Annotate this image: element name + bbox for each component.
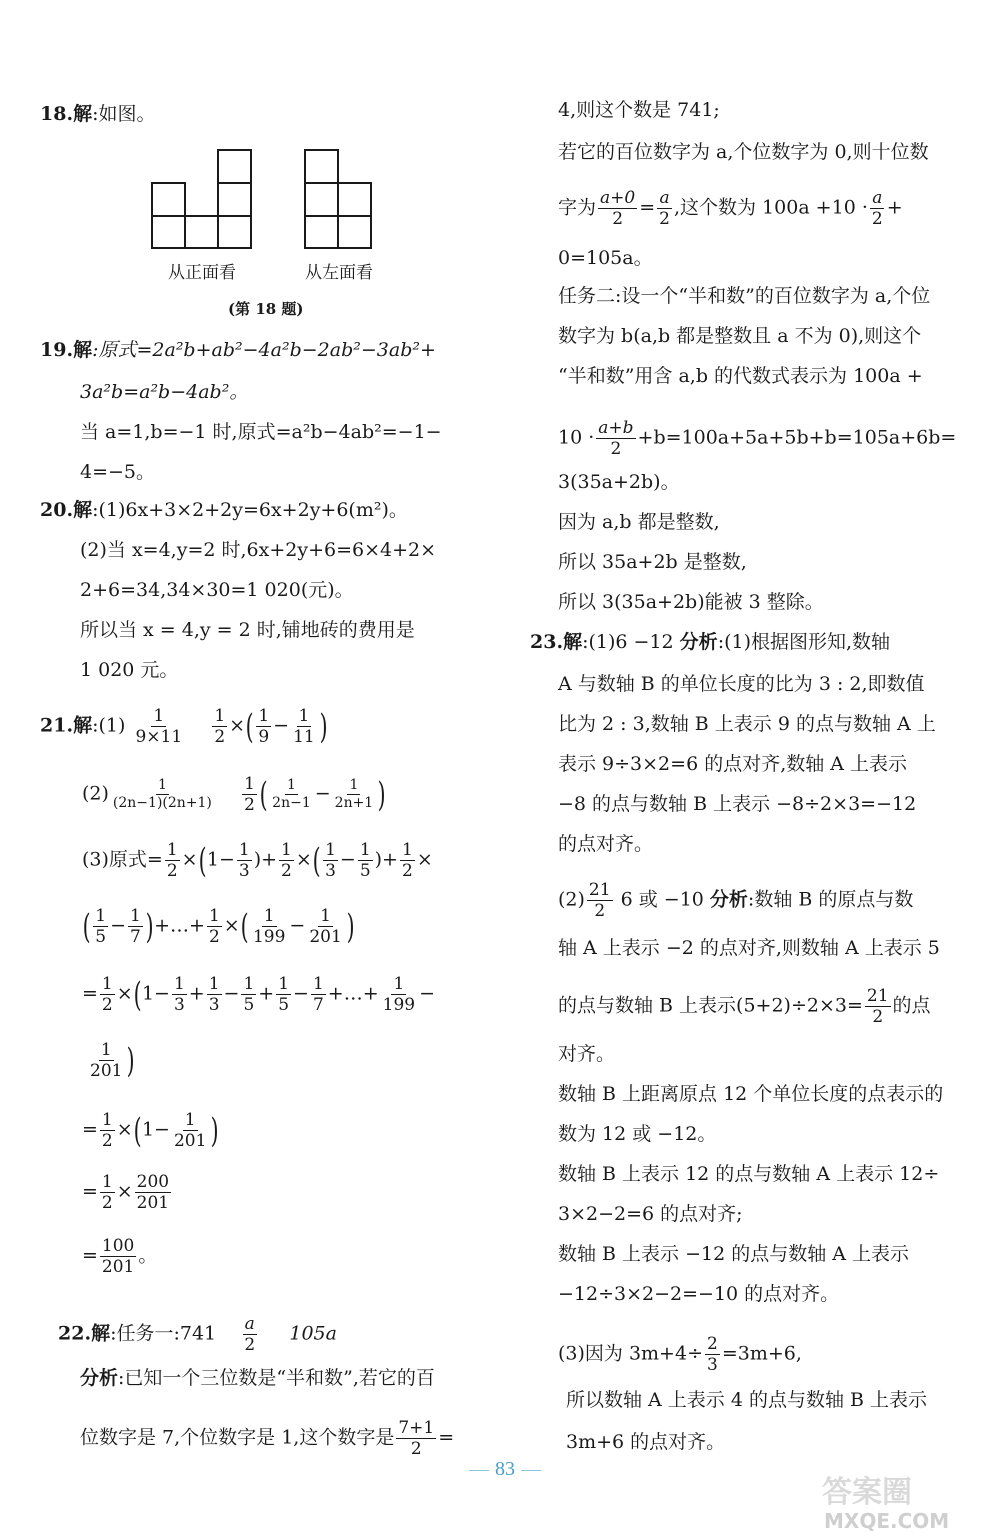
fraction [100, 1172, 115, 1213]
q21-part3-line7 [82, 1236, 157, 1277]
q23-p2-text: :数轴 B 的原点与数 [747, 888, 914, 911]
equals-sign: = [82, 1180, 98, 1203]
watermark-top: 答案圈 [822, 1475, 912, 1510]
q21-p3-label: (3)原式= [82, 848, 163, 871]
minus-sign: − [110, 914, 127, 937]
q23-line1 [530, 630, 890, 654]
paren-plus: )+ [253, 848, 278, 871]
q21-part3-line2: ( $\frac{1}{5}$ − $\frac{1}{7}$ )+…+ $\frac{1}{2}$ ×( $\frac{1}{199}$ − $\frac{1}{201}$ ) [82, 906, 355, 947]
left-cell [305, 183, 338, 216]
frac-num: 1 [238, 840, 250, 860]
frac-num: 1 [243, 974, 255, 994]
q22-line3-text: 位数字是 7,个位数字是 1,这个数字是 [80, 1426, 395, 1449]
frac-num: 1 [286, 777, 296, 793]
fraction [111, 777, 214, 812]
front-cell [152, 183, 185, 216]
frac-den: 2 [594, 901, 606, 921]
frac-num: 1 [157, 777, 167, 793]
fraction [93, 906, 108, 947]
times-sign: × [295, 848, 312, 871]
q23-line13: 数轴 B 上表示 12 的点与数轴 A 上表示 12÷ [558, 1163, 940, 1185]
frac-num: 1 [95, 906, 107, 926]
page-dash-left [469, 1470, 489, 1471]
q23-p3-text: (3)因为 3m+4÷ [558, 1342, 703, 1365]
fraction [705, 1334, 720, 1375]
q23-line9-text: 的点与数轴 B 上表示(5+2)÷2×3= [558, 994, 863, 1017]
left-cell [305, 216, 338, 248]
figure-caption: (第 18 题) [228, 300, 304, 318]
q23-answer1: :(1)6 −12 [582, 631, 680, 653]
one-minus: 1− [206, 848, 235, 871]
q20-line1 [40, 498, 408, 522]
minus-sign: − [223, 982, 240, 1005]
q18-views-figure [150, 148, 380, 250]
frac-num: 1 [263, 906, 275, 926]
fraction [311, 974, 326, 1015]
fraction [291, 706, 317, 747]
fraction [135, 1172, 171, 1213]
frac-den: 2 [244, 1335, 256, 1355]
q23-number: 23. [530, 631, 564, 653]
frac-den: 2 [659, 209, 670, 229]
times-sign: × [229, 714, 246, 737]
q22-jie: 解 [91, 1322, 111, 1345]
q21-part2: (2) $\frac{1}{(2n-1)(2n+1)}$ $\frac{1}{2}$ ( $\frac{1}{2n-1}$ − $\frac{1}{2n+1}$ ) [82, 774, 386, 815]
q21-part3-line1: (3)原式= $\frac{1}{2}$ ×(1− $\frac{1}{3}$ )+ $\frac{1}{2}$ ×( $\frac{1}{3}$ − $\frac{1}{5}$ )+ $\frac{1}{2}$ × [82, 840, 433, 881]
q21-p2-label: (2) [82, 782, 109, 805]
times-sign: × [416, 848, 433, 871]
q23-line2: A 与数轴 B 的单位长度的比为 3 : 2,即数值 [558, 673, 925, 695]
fraction [657, 188, 672, 229]
watermark-bottom: MXQE.COM [824, 1509, 950, 1532]
equals-sign: = [82, 1118, 98, 1141]
frac-den: 3 [707, 1355, 718, 1375]
frac-den: 2 [244, 795, 255, 815]
frac-num: 1 [173, 974, 185, 994]
q22r-line6: 数字为 b(a,b 都是整数且 a 不为 0),则这个 [558, 325, 922, 347]
q22r-line7: “半和数”用含 a,b 的代数式表示为 100a + [558, 365, 923, 387]
frac-den: 2 [610, 439, 622, 459]
q22r-line3-prefix: 字为 [558, 196, 597, 219]
frac-den: 201 [173, 1131, 207, 1151]
fraction [212, 706, 227, 747]
frac-den: 2 [871, 209, 883, 229]
frac-den: 2 [281, 861, 292, 881]
frac-num: 1 [101, 974, 113, 994]
frac-num: 1 [166, 840, 178, 860]
q23-line5: −8 的点与数轴 B 上表示 −8÷2×3=−12 [558, 793, 917, 815]
q18-number: 18. [40, 103, 74, 125]
q20-line3: 2+6=34,34×30=1 020(元)。 [80, 579, 354, 601]
frac-num: a+b [598, 418, 634, 438]
fraction [358, 840, 373, 881]
one-minus: 1− [141, 982, 170, 1005]
frac-num: 1 [100, 1040, 112, 1060]
front-cell [218, 150, 251, 183]
q21-number: 21. [40, 714, 74, 737]
frac-num: 1 [258, 706, 270, 726]
paren-plus: )+ [374, 848, 398, 871]
q23-line11: 数轴 B 上距离原点 12 个单位长度的点表示的 [558, 1083, 944, 1105]
fraction [256, 706, 271, 747]
frac-den: 2 [401, 861, 413, 881]
minus-sign: − [293, 982, 309, 1005]
q19-line3: 当 a=1,b=−1 时,原式=a²b−4ab²=−1− [80, 421, 442, 443]
q23-line9 [558, 986, 931, 1027]
fraction [237, 840, 252, 881]
q23-line14: 3×2−2=6 的点对齐; [558, 1203, 743, 1225]
ellipsis-plus: +…+ [327, 982, 379, 1005]
frac-num: 1 [208, 974, 220, 994]
period: 。 [138, 1244, 158, 1267]
fraction [242, 774, 257, 815]
frac-den: 2 [410, 1439, 422, 1459]
equals-sign: = [438, 1426, 455, 1449]
q22-analysis-text: :已知一个三位数是“半和数”,若它的百 [118, 1367, 435, 1389]
frac-den: 199 [252, 927, 286, 947]
fraction [396, 1418, 436, 1459]
frac-num: a [659, 188, 670, 208]
q22r-line8 [558, 418, 956, 459]
frac-num: 1 [359, 840, 371, 860]
q22r-line3 [558, 188, 903, 229]
frac-den: 2 [101, 1193, 113, 1213]
q23-line16: −12÷3×2−2=−10 的点对齐。 [558, 1283, 840, 1305]
frac-num: a [244, 1314, 255, 1334]
frac-den: 3 [238, 861, 250, 881]
front-cell [152, 216, 185, 248]
frac-den: 9 [258, 727, 270, 747]
fraction [100, 974, 115, 1015]
frac-num: 2 [707, 1334, 718, 1354]
front-cell [218, 216, 251, 248]
q22r-line11: 所以 35a+2b 是整数, [558, 551, 747, 573]
fraction [307, 906, 343, 947]
plus-sign: + [188, 982, 205, 1005]
frac-num: 1 [312, 974, 324, 994]
fraction [241, 974, 256, 1015]
fraction [323, 840, 338, 881]
frac-num: 200 [136, 1172, 170, 1192]
fraction [333, 777, 376, 812]
q23-line3: 比为 2 : 3,数轴 B 上表示 9 的点与数轴 A 上 [558, 713, 936, 735]
one-minus: 1− [141, 1118, 170, 1141]
page-dash-right [521, 1470, 541, 1471]
times-sign: × [181, 848, 198, 871]
fraction [128, 906, 143, 947]
frac-den: 201 [309, 927, 342, 947]
page-number [450, 1458, 560, 1481]
frac-num: 1 [281, 840, 292, 860]
q23-line9-suffix: 的点 [892, 994, 931, 1017]
left-cell [305, 150, 338, 183]
q23-line1-text: :(1)根据图形知,数轴 [717, 631, 891, 653]
frac-den: 201 [136, 1193, 170, 1213]
frac-num: 1 [349, 777, 359, 793]
q18-heading [40, 102, 155, 126]
fraction [207, 974, 222, 1015]
left-view-caption: 从左面看 [305, 263, 373, 283]
q23-part2-line [558, 880, 913, 921]
q21-part3-line3: = $\frac{1}{2}$ ×(1− $\frac{1}{3}$ + $\frac{1}{3}$ − $\frac{1}{5}$ + $\frac{1}{5}$ − $\frac{1}{7}$ +…+ $\frac{1}{199}$ − [82, 974, 435, 1015]
equals-sign: = [82, 1244, 98, 1267]
q20-line5: 1 020 元。 [80, 659, 179, 681]
frac-den: 2n+1 [334, 795, 374, 811]
left-cell [338, 183, 371, 216]
q21-jie: 解 [73, 714, 93, 737]
fraction [270, 777, 313, 812]
frac-den: 7 [312, 995, 324, 1015]
frac-den: 2 [101, 1131, 113, 1151]
front-view-caption: 从正面看 [168, 263, 236, 283]
fraction [88, 1040, 124, 1081]
q22-line2 [80, 1366, 435, 1390]
q22-line3 [80, 1418, 454, 1459]
fraction [276, 974, 291, 1015]
left-cell [338, 216, 371, 248]
q23-line6: 的点对齐。 [558, 833, 654, 855]
frac-den: (2n−1)(2n+1) [112, 795, 212, 811]
analysis-label: 分析 [709, 888, 748, 911]
q23-part3-line [558, 1334, 802, 1375]
frac-num: 21 [866, 986, 889, 1006]
frac-num: 100 [101, 1236, 135, 1256]
equals-sign: = [639, 196, 656, 219]
q21-part3-line6 [82, 1172, 173, 1213]
q19-jie: 解 [73, 339, 93, 361]
q23-line4: 表示 9÷3×2=6 的点对齐,数轴 A 上表示 [558, 753, 908, 775]
frac-num: 1 [130, 906, 141, 926]
frac-den: 2 [101, 995, 113, 1015]
plus-sign: + [258, 982, 275, 1005]
q23-line18: 所以数轴 A 上表示 4 的点与数轴 B 上表示 [566, 1389, 928, 1411]
q22r-line3-middle: ,这个数为 100a +10 · [673, 196, 868, 219]
q22r-line12: 所以 3(35a+2b)能被 3 整除。 [558, 591, 824, 613]
q22r-line5: 任务二:设一个“半和数”的百位数字为 a,个位 [558, 285, 931, 307]
q21-part3-line5: = $\frac{1}{2}$ ×(1− $\frac{1}{201}$ ) [82, 1110, 220, 1151]
frac-den: 3 [173, 995, 185, 1015]
times-sign: × [116, 1180, 133, 1203]
q20-number: 20. [40, 499, 74, 521]
fraction [279, 840, 294, 881]
fraction [207, 906, 222, 947]
frac-num: 7+1 [398, 1418, 435, 1438]
fraction [400, 840, 415, 881]
frac-num: a [872, 188, 883, 208]
q22r-line9: 3(35a+2b)。 [558, 471, 680, 493]
fraction [242, 1314, 257, 1355]
frac-den: 2 [166, 861, 178, 881]
q21-part3-line4: $\frac{1}{201}$ ) [90, 1040, 136, 1081]
q22r-line1: 4,则这个数是 741; [558, 99, 720, 121]
frac-den: 201 [90, 1061, 123, 1081]
q23-line8: 轴 A 上表示 −2 的点对齐,则数轴 A 上表示 5 [558, 937, 940, 959]
q21-part1: 21.解:(1) $\frac{1}{9\times 11}$ $\frac{1}{2}$ ×( $\frac{1}{9}$ − $\frac{1}{11}$ ) [40, 706, 328, 747]
front-cell [185, 216, 218, 248]
fraction [596, 418, 635, 459]
frac-num: 21 [588, 880, 611, 900]
q18-text: :如图。 [92, 103, 156, 125]
fraction [133, 706, 184, 747]
frac-den: 5 [278, 995, 290, 1015]
minus-sign: − [289, 914, 306, 937]
frac-den: 3 [325, 861, 336, 881]
fraction [100, 1236, 136, 1277]
q21-p1-label: :(1) [92, 714, 126, 737]
q22r-line8-text: +b=100a+5a+5b+b=105a+6b= [637, 426, 957, 449]
q22-task1: :任务一:741 [110, 1322, 217, 1345]
q23-p2-label: (2) [558, 888, 585, 911]
q22-line1 [58, 1314, 337, 1355]
ellipsis-plus: +…+ [154, 914, 205, 937]
fraction [598, 188, 637, 229]
frac-den: 5 [359, 861, 371, 881]
times-sign: × [223, 914, 240, 937]
q19-number: 19. [40, 339, 74, 361]
page-number-text: 83 [495, 1458, 515, 1480]
frac-num: 1 [244, 774, 255, 794]
frac-den: 3 [208, 995, 220, 1015]
times-sign: × [116, 1118, 133, 1141]
q20-line2: (2)当 x=4,y=2 时,6x+2y+6=6×4+2× [80, 539, 437, 561]
analysis-label: 分析 [679, 631, 718, 653]
q18-jie: 解 [73, 103, 93, 125]
minus-sign: − [314, 782, 331, 805]
frac-den: 9×11 [135, 727, 183, 747]
frac-num: 1 [401, 840, 413, 860]
fraction [870, 188, 885, 229]
frac-den: 2 [612, 209, 624, 229]
frac-den: 7 [130, 927, 141, 947]
q23-line10: 对齐。 [558, 1043, 616, 1065]
q23-p2-answer: 6 或 −10 [614, 888, 710, 911]
frac-num: 1 [208, 906, 220, 926]
minus-sign: − [339, 848, 356, 871]
frac-den: 201 [101, 1257, 135, 1277]
frac-num: 1 [298, 706, 310, 726]
q20-jie: 解 [73, 499, 93, 521]
frac-num: a+0 [600, 188, 636, 208]
frac-den: 2n−1 [272, 795, 311, 811]
frac-num: 1 [320, 906, 331, 926]
q22-number: 22. [58, 1322, 92, 1345]
q22-answer-105a: 105a [289, 1322, 337, 1345]
fraction [381, 974, 417, 1015]
times-sign: × [116, 982, 133, 1005]
frac-num: 1 [101, 1110, 113, 1130]
fraction [100, 1110, 115, 1151]
q22r-line2: 若它的百位数字为 a,个位数字为 0,则十位数 [558, 141, 929, 163]
frac-num: 1 [214, 706, 226, 726]
q23-line19: 3m+6 的点对齐。 [566, 1431, 726, 1453]
front-cell [218, 183, 251, 216]
q23-jie: 解 [563, 631, 583, 653]
frac-num: 1 [184, 1110, 196, 1130]
q19-text1: :原式=2a²b+ab²−4a²b−2ab²−3ab²+ [92, 339, 436, 361]
frac-den: 2 [872, 1007, 884, 1027]
fraction [172, 1110, 208, 1151]
q23-p3-suffix: =3m+6, [721, 1342, 802, 1365]
fraction [587, 880, 613, 921]
equals-sign: = [82, 982, 98, 1005]
q19-line1 [40, 338, 436, 362]
frac-den: 5 [243, 995, 255, 1015]
q22r-line10: 因为 a,b 都是整数, [558, 511, 720, 533]
q22r-line4: 0=105a。 [558, 247, 653, 269]
frac-num: 1 [325, 840, 336, 860]
frac-den: 2 [208, 927, 220, 947]
frac-num: 1 [101, 1172, 113, 1192]
fraction [165, 840, 180, 881]
q22r-line8-prefix: 10 · [558, 426, 595, 449]
frac-num: 1 [278, 974, 290, 994]
q19-line4: 4=−5。 [80, 461, 156, 483]
frac-den: 199 [382, 995, 416, 1015]
fraction [865, 986, 891, 1027]
fraction [172, 974, 187, 1015]
frac-num: 1 [393, 974, 405, 994]
frac-num: 1 [153, 706, 165, 726]
q20-text1: :(1)6x+3×2+2y=6x+2y+6(m²)。 [92, 499, 408, 521]
q23-line15: 数轴 B 上表示 −12 的点与数轴 A 上表示 [558, 1243, 910, 1265]
q23-line12: 数为 12 或 −12。 [558, 1123, 717, 1145]
frac-den: 5 [95, 927, 107, 947]
plus-sign: + [886, 196, 903, 219]
frac-den: 11 [293, 727, 315, 747]
analysis-label: 分析 [80, 1367, 119, 1389]
watermark-logo [810, 1468, 980, 1532]
minus-sign: − [419, 982, 435, 1005]
q20-line4: 所以当 x = 4,y = 2 时,铺地砖的费用是 [80, 619, 415, 641]
frac-den: 2 [214, 727, 226, 747]
minus-sign: − [273, 714, 290, 737]
fraction [251, 906, 287, 947]
q19-line2: 3a²b=a²b−4ab²。 [80, 381, 249, 403]
